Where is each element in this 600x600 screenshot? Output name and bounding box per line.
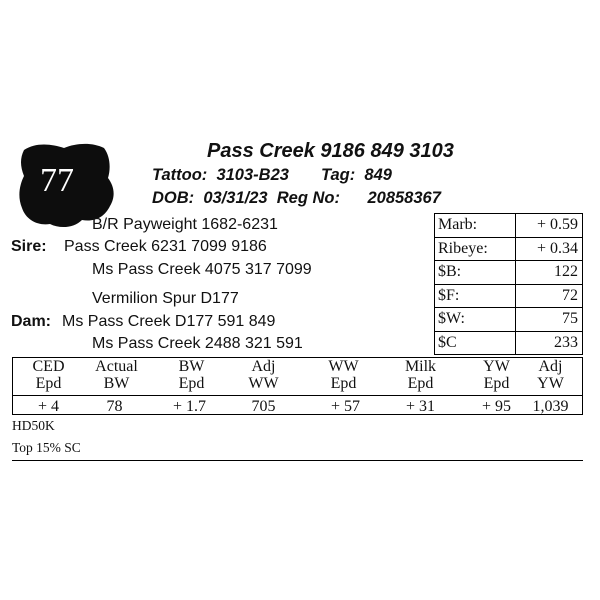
epd-header-actual-bw: Actual BW: [95, 358, 138, 392]
epd-header-yw-epd: YW Epd: [483, 358, 510, 392]
epd-header-ced: CED Epd: [32, 358, 65, 392]
tattoo-tag-line: Tattoo: 3103-B23 Tag: 849: [152, 166, 392, 184]
sire-label: Sire:: [11, 238, 47, 255]
lot-number: 77: [40, 162, 74, 199]
value-label: $B:: [438, 263, 462, 280]
value-row-b: [435, 261, 582, 285]
bottom-divider: [12, 460, 583, 461]
dam-sire-name: Vermilion Spur D177: [92, 290, 239, 307]
genomic-note: HD50K: [12, 418, 55, 433]
value-label: Ribeye:: [438, 239, 488, 257]
value-row-c: [435, 332, 582, 356]
sire-dam-name: Ms Pass Creek 4075 317 7099: [92, 261, 312, 278]
dob-registration-line: DOB: 03/31/23 Reg No: 20858367: [152, 189, 441, 207]
animal-name: Pass Creek 9186 849 3103: [207, 140, 454, 162]
sire-name: Pass Creek 6231 7099 9186: [64, 238, 267, 255]
carcass-index-box: [434, 213, 583, 355]
epd-value-bw-epd: + 1.7: [172, 398, 207, 415]
value-amount: + 0.34: [536, 239, 578, 257]
sire-sire-name: B/R Payweight 1682-6231: [92, 216, 278, 233]
epd-value-actual-bw: 78: [106, 398, 123, 415]
value-amount: 122: [554, 263, 578, 280]
epd-header-bw-epd: BW Epd: [178, 358, 205, 392]
value-amount: 233: [554, 333, 578, 351]
dam-dam-name: Ms Pass Creek 2488 321 591: [92, 335, 303, 352]
value-label: $F:: [438, 286, 460, 304]
ranking-note: Top 15% SC: [12, 440, 81, 455]
epd-value-ced: + 4: [37, 398, 60, 415]
value-label: $W:: [438, 310, 465, 327]
epd-value-milk-epd: + 31: [405, 398, 436, 415]
epd-table-divider: [13, 395, 582, 396]
epd-value-yw-epd: + 95: [481, 398, 512, 415]
value-row-w: [435, 308, 582, 332]
epd-header-ww-epd: WW Epd: [328, 358, 359, 392]
value-amount: 72: [562, 286, 578, 304]
dam-label: Dam:: [11, 313, 52, 330]
epd-value-adj-ww: 705: [251, 398, 276, 415]
epd-value-ww-epd: + 57: [330, 398, 361, 415]
value-row-ribeye: [435, 238, 582, 262]
value-amount: 75: [562, 310, 578, 327]
value-amount: + 0.59: [536, 216, 578, 233]
dam-name: Ms Pass Creek D177 591 849: [62, 313, 276, 330]
epd-header-adj-yw: Adj YW: [537, 358, 564, 392]
value-row-f: [435, 285, 582, 309]
epd-header-milk-epd: Milk Epd: [404, 358, 437, 392]
value-label: $C: [438, 333, 457, 351]
value-label: Marb:: [438, 216, 478, 233]
epd-table: [12, 357, 583, 415]
value-row-marb: [435, 214, 582, 238]
epd-header-adj-ww: Adj WW: [248, 358, 279, 392]
epd-value-adj-yw: 1,039: [532, 398, 569, 415]
